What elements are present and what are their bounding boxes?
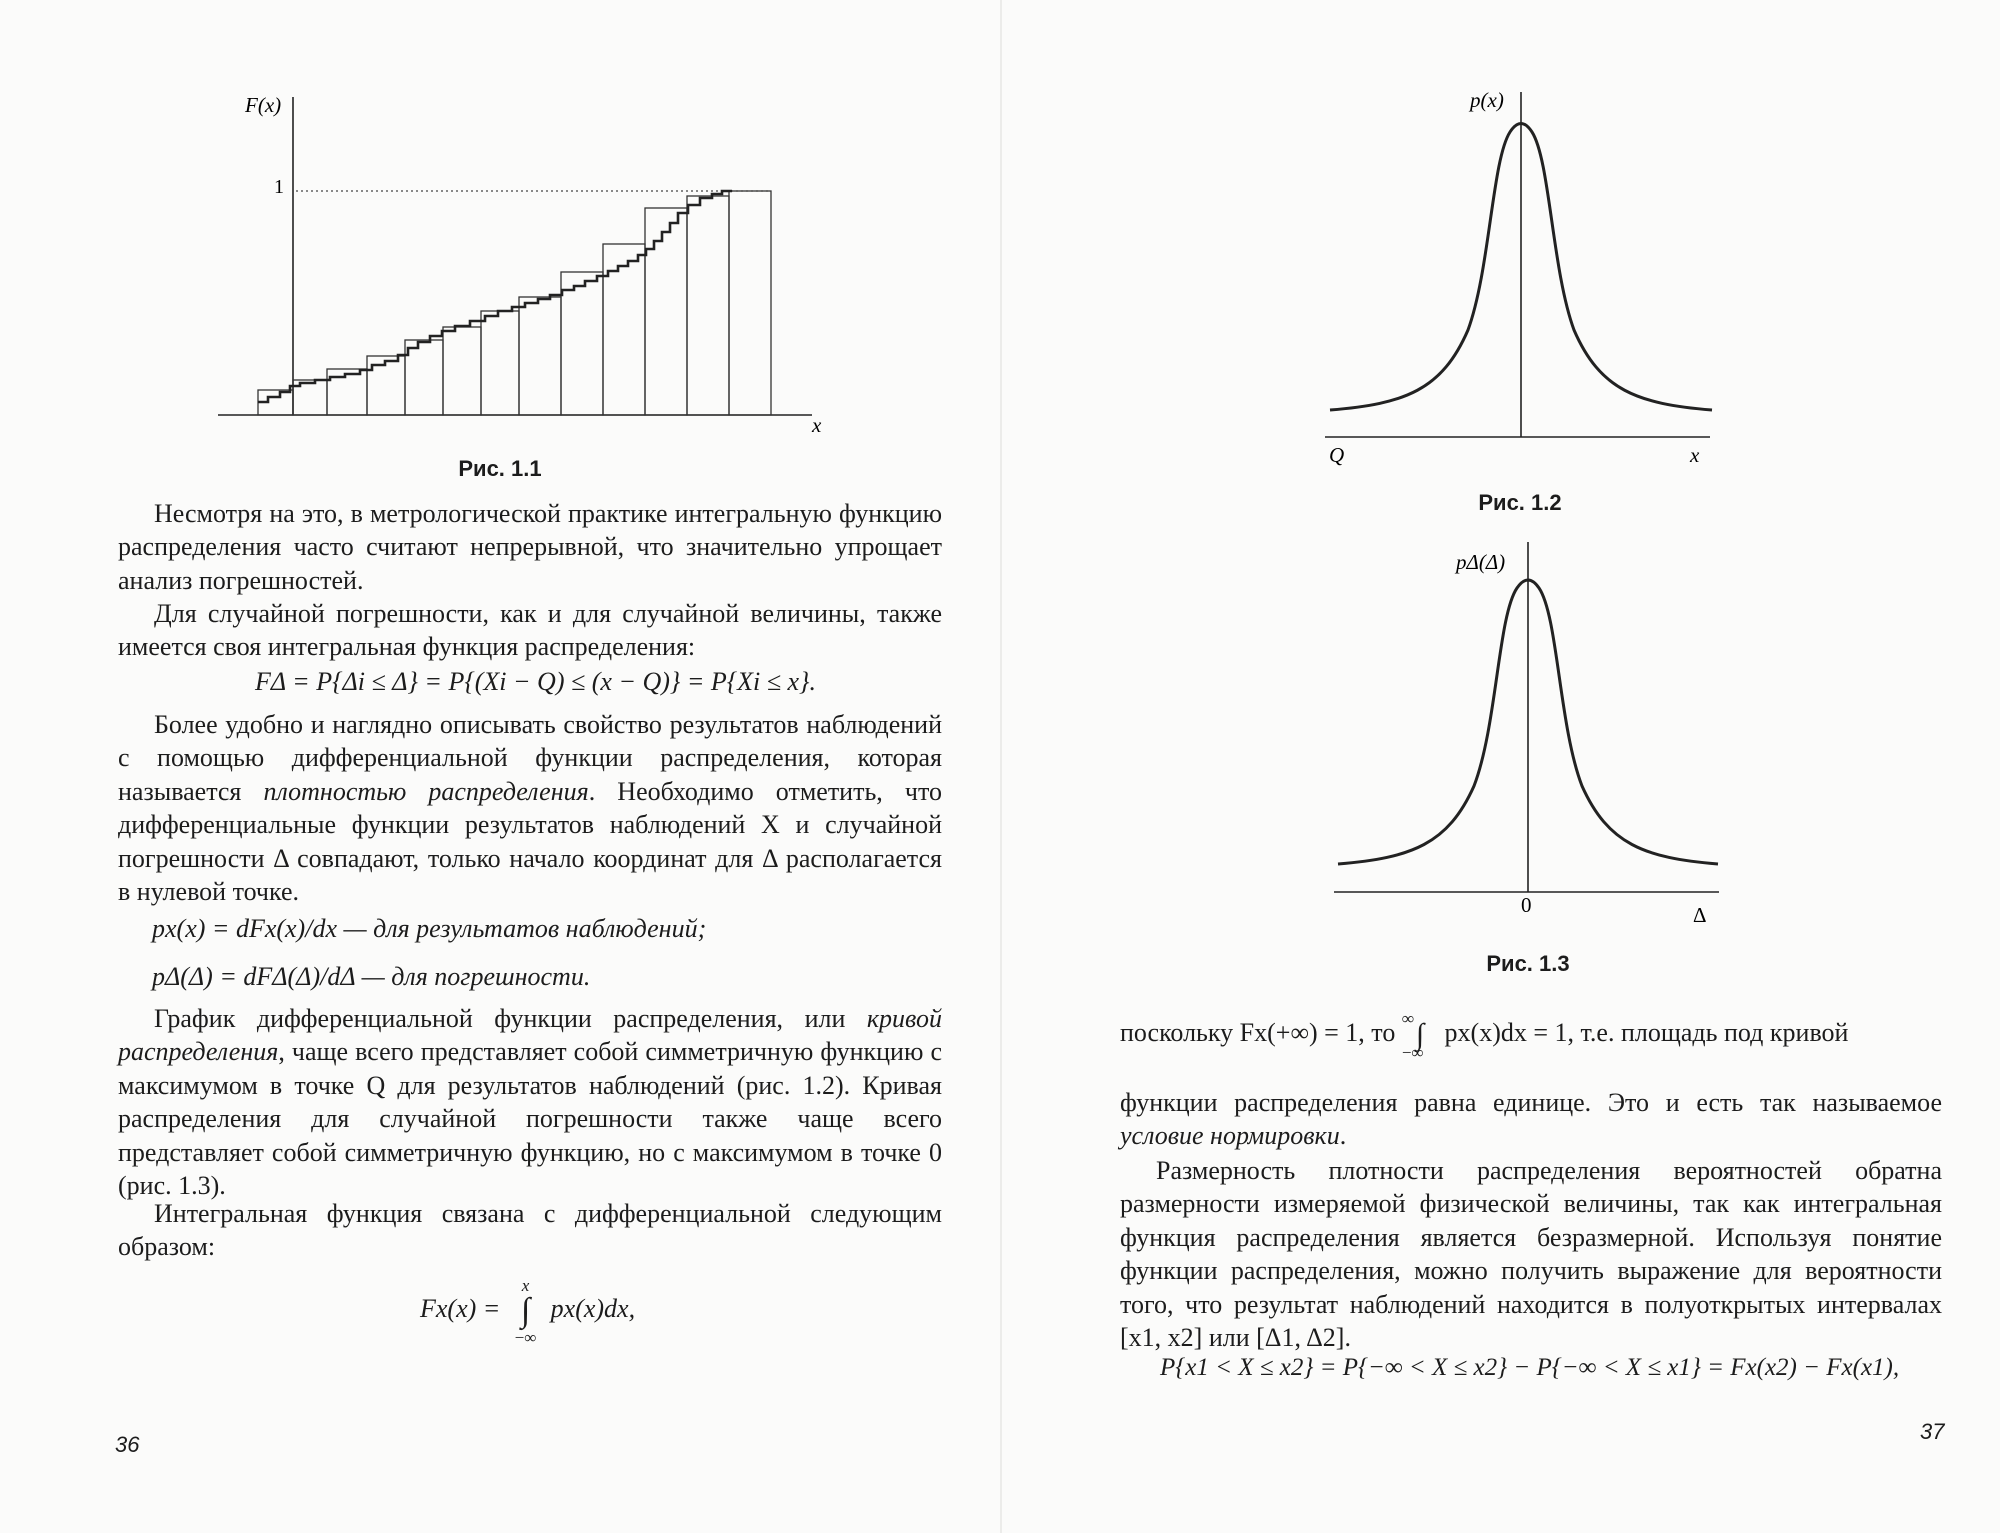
- y-tick-1: 1: [274, 176, 284, 198]
- formula-Fx-integral: [420, 1276, 636, 1347]
- paragraph-4-text-a: График дифференциальной функции распределения, или: [154, 1004, 867, 1033]
- figure-1-1-caption: Рис. 1.1: [458, 456, 542, 481]
- y-axis-label: p(x): [1470, 88, 1504, 112]
- right-page: [1000, 0, 2000, 1533]
- paragraph-4: [118, 1002, 942, 1202]
- x-axis-label: x: [812, 413, 822, 437]
- histogram-bar: [519, 297, 561, 415]
- x-origin-label: 0: [1521, 893, 1532, 917]
- paragraph-5: Интегральная функция связана с дифференциальной следующим образом:: [118, 1199, 942, 1262]
- paragraph-4-text-b: , чаще всего представляет собой симметричную функцию с максимумом в точке Q для результатов наблюдений (рис. 1.2). Кривая распределения для случайной погрешности также чаще всего представляет собой симметричную функцию, но с максимумом в точке 0 (рис. 1.3).: [118, 1037, 942, 1201]
- integral-upper-limit: x: [521, 1276, 530, 1295]
- paragraph-6-line-1: [1120, 1009, 1942, 1063]
- paragraph-3-text-b: . Необходимо отметить, что дифференциальные функции результатов наблюдений X и случайной погрешности Δ совпадают, только начало координат для Δ располагается в нулевой точке.: [118, 776, 942, 907]
- formula-px: px(x) = dFx(x)/dx — для результатов наблюдений;: [152, 914, 707, 943]
- normalization-lower-limit: −∞: [1401, 1043, 1424, 1063]
- figure-1-3-error-density-plot: [1000, 530, 2000, 950]
- histogram-bar: [405, 340, 443, 415]
- formula-Fx-rhs: px(x)dx,: [550, 1293, 636, 1323]
- empirical-cdf-stepped-curve: [258, 191, 732, 402]
- figure-1-2-caption: Рис. 1.2: [1478, 490, 1562, 515]
- x-axis-label: x: [1690, 443, 1700, 467]
- formula-F-delta: FΔ = P{Δi ≤ Δ} = P{(Xi − Q) ≤ (x − Q)} = P{Xi ≤ x}.: [255, 667, 816, 696]
- paragraph-6-text-c: функции распределения равна единице. Это и есть так называемое: [1120, 1088, 1942, 1117]
- x-origin-label: Q: [1329, 443, 1345, 467]
- histogram-bar: [561, 272, 603, 415]
- paragraph-1: Несмотря на это, в метрологической практике интегральную функцию распределения часто считают непрерывной, что значительно упрощает анализ погрешностей.: [118, 499, 942, 595]
- histogram-bar: [603, 244, 645, 415]
- paragraph-7: Размерность плотности распределения вероятностей обратна размерности измеряемой физической величины, так как интегральная функция распределения является безразмерной. Используя понятие функции распределения, можно получить выражение для вероятности того, что результат наблюдений находится в полуоткрытых интервалах [x1, x2] или [Δ1, Δ2].: [1120, 1156, 1942, 1353]
- histogram-bars: [258, 191, 771, 415]
- paragraph-3-text-a: Более удобно и наглядно описывать свойство результатов наблюдений с помощью дифференциальной функции распределения, которая называется: [118, 710, 942, 806]
- normalization-condition-term: условие нормировки: [1120, 1121, 1340, 1151]
- page-number-right: 37: [1920, 1419, 1945, 1444]
- formula-Fx-lhs: Fx(x) =: [420, 1293, 501, 1323]
- figure-1-3-caption: Рис. 1.3: [1486, 951, 1570, 976]
- page-number-left: 36: [115, 1432, 140, 1457]
- distribution-curve-term: кривой распределения: [118, 1004, 942, 1067]
- normalization-upper-limit: ∞: [1401, 1009, 1414, 1029]
- y-axis-label: F(x): [245, 93, 282, 117]
- paragraph-2: Для случайной погрешности, как и для случайной величины, также имеется своя интегральная функция распределения:: [118, 599, 942, 662]
- integral-sign: ∫ x −∞: [507, 1292, 544, 1330]
- paragraph-6-continued: [1120, 1086, 1942, 1153]
- paragraph-6-text-a: поскольку Fx(+∞) = 1, то: [1120, 1018, 1396, 1047]
- paragraph-6-integral-text: px(x)dx = 1, т.е. площадь под кривой: [1444, 1018, 1849, 1047]
- histogram-bar: [481, 311, 519, 415]
- histogram-bar: [729, 191, 771, 415]
- formula-pdelta: pΔ(Δ) = dFΔ(Δ)/dΔ — для погрешности.: [152, 962, 591, 991]
- histogram-bar: [443, 327, 481, 415]
- paragraph-3: [118, 708, 942, 908]
- x-axis-label: Δ: [1693, 903, 1707, 927]
- normalization-integral-sign: ∫ ∞ −∞: [1402, 1018, 1438, 1051]
- density-term: плотностью распределения: [263, 776, 589, 806]
- integral-lower-limit: −∞: [514, 1328, 537, 1347]
- figure-1-1-cdf-plot: [0, 0, 1000, 440]
- histogram-bar: [645, 208, 687, 415]
- formula-probability-interval: P{x1 < X ≤ x2} = P{−∞ < X ≤ x2} − P{−∞ < X ≤ x1} = Fx(x2) − Fx(x1),: [1160, 1354, 1900, 1381]
- y-axis-label: pΔ(Δ): [1456, 550, 1506, 574]
- paragraph-6-period: .: [1339, 1121, 1347, 1151]
- figure-1-2-density-plot: [1000, 0, 2000, 480]
- histogram-bar: [687, 196, 729, 415]
